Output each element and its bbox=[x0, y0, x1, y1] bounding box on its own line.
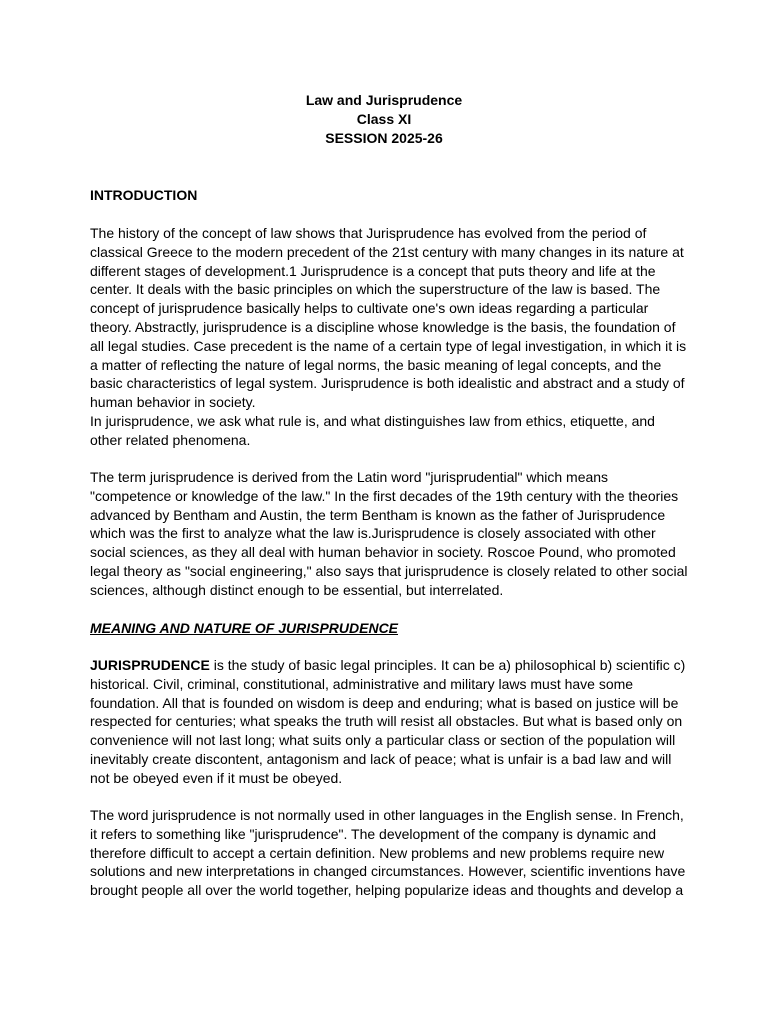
introduction-heading: INTRODUCTION bbox=[90, 187, 198, 203]
meaning-heading: MEANING AND NATURE OF JURISPRUDENCE bbox=[90, 620, 399, 636]
document-session: SESSION 2025-26 bbox=[325, 130, 443, 146]
document-title: Law and Jurisprudence bbox=[305, 92, 463, 108]
meaning-paragraph-2: The word jurisprudence is not normally used in other languages in the English sense. In French, it refers to something like "jurisprudence". The development of the company is dynamic and therefore difficult to accept a certain definition. New problems and new problems require new solutions and new interpretations in changed circumstances. However, scientific inventions have brought people all over the world together, helping popularize ideas and thoughts and develop a bbox=[90, 807, 686, 899]
meaning-paragraph-1-rest: is the study of basic legal principles. It can be a) philosophical b) scientific c) historical. Civil, criminal, constitutional, administrative and military laws must have some foundation. All that is founded on wisdom is deep and enduring; what is based on justice will be respected for centuries; what speaks the truth will resist all obstacles. But what is based only on convenience will not last long; what suits only a particular class or section of the population will inevitably create discontent, antagonism and lack of peace; what is unfair is a bad law and will not be obeyed even if it must be obeyed. bbox=[90, 657, 686, 786]
document-class: Class XI bbox=[356, 111, 412, 127]
introduction-paragraph-3: The term jurisprudence is derived from the Latin word "jurisprudential" which means "competence or knowledge of the law." In the first decades of the 19th century with the theories advanced by Bentham and Austin, the term Bentham is known as the father of Jurisprudence which was the first to analyze what the law is.Jurisprudence is closely associated with other social sciences, as they all deal with human behavior in society. Roscoe Pound, who promoted legal theory as "social engineering," also says that jurisprudence is closely related to other social sciences, although distinct enough to be essential, but interrelated. bbox=[90, 469, 688, 598]
document-header bbox=[0, 91, 768, 148]
introduction-paragraph-2: In jurisprudence, we ask what rule is, and what distinguishes law from ethics, etiquette, and other related phenomena. bbox=[90, 413, 655, 448]
meaning-paragraph-1-lead: JURISPRUDENCE bbox=[90, 657, 210, 673]
introduction-paragraph-1: The history of the concept of law shows that Jurisprudence has evolved from the period of classical Greece to the modern precedent of the 21st century with many changes in its nature at different stages of development.1 Jurisprudence is a concept that puts theory and life at the center. It deals with the basic principles on which the superstructure of the law is based. The concept of jurisprudence basically helps to cultivate one's own ideas regarding a particular theory. Abstractly, jurisprudence is a discipline whose knowledge is the basis, the foundation of all legal studies. Case precedent is the name of a certain type of legal investigation, in which it is a matter of reflecting the nature of legal norms, the basic meaning of legal concepts, and the basic characteristics of legal system. Jurisprudence is both idealistic and abstract and a study of human behavior in society. bbox=[90, 225, 687, 411]
meaning-paragraph-1 bbox=[90, 656, 690, 788]
